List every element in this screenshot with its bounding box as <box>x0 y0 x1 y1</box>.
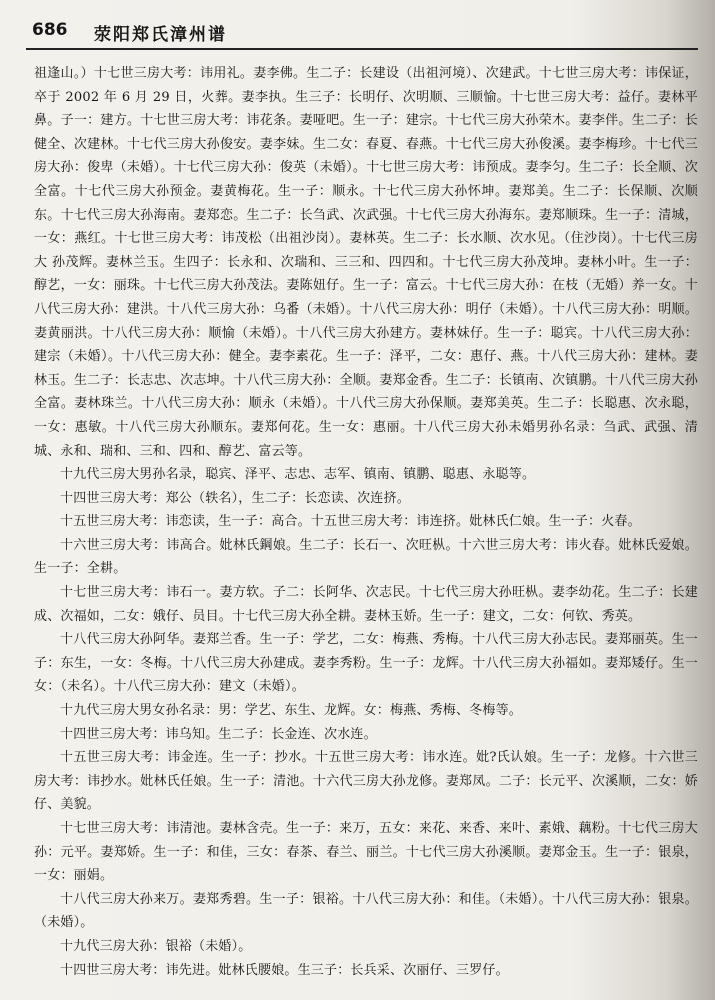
paragraph-13: 十九代三房大孙：银裕（未婚）。 <box>60 938 252 954</box>
paragraph-9: 十四世三房大考：讳乌知。生二子：长金连、次水连。 <box>60 726 377 742</box>
page-header <box>26 12 698 50</box>
paragraph-14: 十四世三房大考：讳先进。妣林氏腰娘。生三子：长兵采、次丽仔、三罗仔。 <box>60 962 509 978</box>
paragraph-6: 十七世三房大考：讳石一。妻方软。子二：长阿华、次志民。十七代三房大孙旺枞。妻李幼花。生二子：长建成、次福如，二女：娥仔、员目。十七代三房大孙全耕。妻林玉娇。生一子：建文，二女：何钦、秀英。 <box>34 585 698 624</box>
paragraph-5: 十六世三房大考：讳高合。妣林氏鋼娘。生二子：长石一、次旺枞。十六世三房大考：讳火春。妣林氏爱娘。生一子：全耕。 <box>34 537 698 577</box>
paragraph-8: 十九代三房大男女孙名录：男：学艺、东生、龙辉。女：梅燕、秀梅、冬梅等。 <box>60 703 523 719</box>
paragraph-12: 十八代三房大孙来万。妻郑秀碧。生一子：银裕。十八代三房大孙：和佳。（未婚）。十八代三房大孙：银泉。（未婚）。 <box>34 891 698 931</box>
paragraph-11: 十七世三房大考：讳清池。妻林含壳。生一子：来万，五女：来花、来香、来叶、素娥、藕粉。十七代三房大孙：元平。妻郑娇。生一子：和佳，三女：春茶、春兰、丽兰。十七代三房大孙溪顺。妻郑金玉。生一子：银泉，一女：丽娟。 <box>34 821 698 884</box>
paragraph-4: 十五世三房大考：讳恋读，生一子：高合。十五世三房大考：讳连挤。妣林氏仁娘。生一子：火春。 <box>60 514 641 530</box>
paragraph-7: 十八代三房大孙阿华。妻郑兰香。生一子：学艺，二女：梅燕、秀梅。十八代三房大孙志民。妻郑丽英。生一子：东生，一女：冬梅。十八代三房大孙建成。妻李秀粉。生一子：龙辉。十八代三房大孙福如。妻郑矮仔。生一女：（未名）。十八代三房大孙：建文（未婚）。 <box>34 632 698 695</box>
paragraph-10: 十五世三房大考：讳金连。生一子：抄水。十五世三房大考：讳水连。妣?氏认娘。生一子：龙修。十六世三房大考：讳抄水。妣林氏任娘。生一子：清池。十六代三房大孙龙修。妻郑凤。二子：长元平、次溪顺，二女：娇仔、美貌。 <box>34 750 698 813</box>
body-text <box>34 62 698 982</box>
page-number: 686 <box>32 20 68 40</box>
paragraph-3: 十四世三房大考：郑公（轶名），生二子：长恋读、次连挤。 <box>60 490 410 506</box>
paragraph-1: 祖逢山。）十七世三房大考：讳用礼。妻李佛。生二子：长建设（出祖河境）、次建武。十七世三房大考：讳保证，卒于 2002 年 6 月 29 日，火葬。妻李执。生三子：长明仔、次明顺、三顺愉。十七世三房大考：益仔。妻林平鼻。子一：建方。十七世三房大考：讳花条。妻哑吧。生一子：建宗。十七代三房大孙荣木。妻李伴。生二子：长健全、次建林。十七代三房大孙俊安。妻李妹。生二女：春夏、春燕。十七代三房大孙俊溪。妻李梅珍。十七代三房大孙：俊卑（未婚）。十七代三房大孙：俊英（未婚）。十七世三房大考：讳预成。妻李匀。生二子：长全顺、次全富。十七代三房大孙预金。妻黄梅花。生一子：顺永。十七代三房大孙怀坤。妻郑美。生二子：长保顺、次顺东。十七代三房大孙海南。妻郑恋。生二子：长刍武、次武强。十七代三房大孙海东。妻郑顺珠。生一子：清城，一女：燕红。十七世三房大考：讳茂松（出祖沙岗）。妻林英。生二子：长水顺、次水见。（住沙岗）。十七代三房大 孙茂辉。妻林兰玉。生四子：长永和、次瑞和、三三和、四四和。十七代三房大孙茂坤。妻林小叶。生一子：醇艺，一女：丽珠。十七代三房大孙茂法。妻陈妞仔。生一子：富云。十七代三房大孙：在枝（无婚）养一女。十八代三房大孙：建洪。十八代三房大孙：乌番（未婚）。十八代三房大孙：明仔（未婚）。十八代三房大孙：明顺。妻黄丽洪。十八代三房大孙：顺愉（未婚）。十八代三房大孙建方。妻林妹仔。生一子：聪宾。十八代三房大孙：建宗（未婚）。十八代三房大孙：健全。妻李素花。生一子：泽平，二女：惠仔、燕。十八代三房大孙：建林。妻林玉。生二子：长志忠、次志坤。十八代三房大孙：全顺。妻郑金香。生二子：长镇南、次镇鹏。十八代三房大孙全富。妻林珠兰。十八代三房大孙：顺永（未婚）。十八代三房大孙保顺。妻郑美英。生二子：长聪惠、次永聪，一女：惠敏。十八代三房大孙顺东。妻郑何花。生一女：惠丽。十八代三房大孙未婚男孙名录：刍武、武强、清 城、永和、瑞和、三和、四和、醇艺、富云等。 <box>34 66 698 459</box>
running-title: 荥阳郑氏漳州谱 <box>94 25 227 45</box>
paragraph-2: 十九代三房大男孙名录，聪宾、泽平、志忠、志军、镇南、镇鹏、聪惠、永聪等。 <box>60 467 536 483</box>
